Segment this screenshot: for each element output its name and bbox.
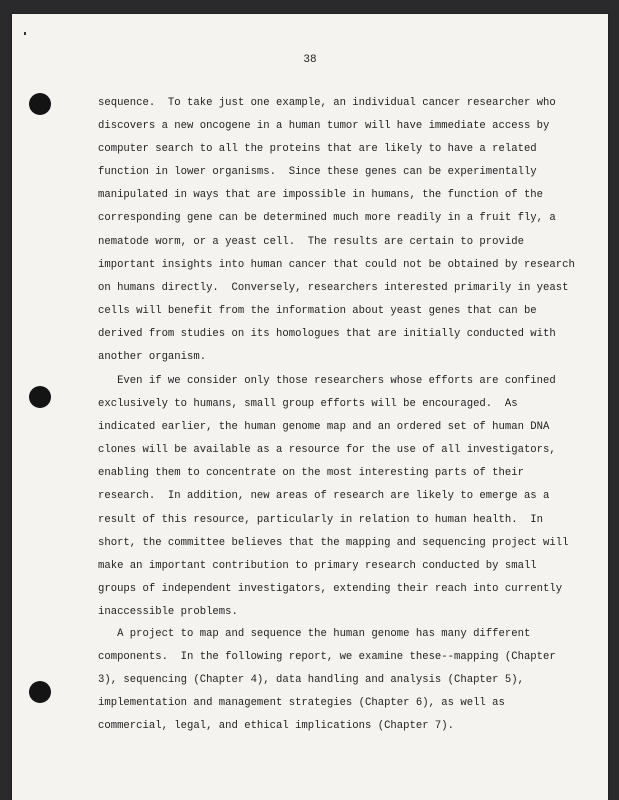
text-line: research. In addition, new areas of research are likely to emerge as a [98, 490, 550, 503]
text-line: 3), sequencing (Chapter 4), data handling and analysis (Chapter 5), [98, 674, 524, 687]
text-line: important insights into human cancer that could not be obtained by research [98, 258, 575, 271]
text-line: function in lower organisms. Since these genes can be experimentally [98, 166, 537, 179]
text-line: A project to map and sequence the human genome has many different [98, 628, 531, 640]
paragraph-1 [98, 92, 575, 369]
text-line: components. In the following report, we examine these--mapping (Chapter [98, 651, 556, 664]
text-line: enabling them to concentrate on the most interesting parts of their [98, 467, 524, 480]
text-line: make an important contribution to primary research conducted by small [98, 559, 537, 572]
text-line: manipulated in ways that are impossible in humans, the function of the [98, 189, 544, 202]
punch-hole-top [29, 93, 51, 115]
text-line: on humans directly. Conversely, researchers interested primarily in yeast [98, 281, 569, 294]
text-line: cells will benefit from the information about yeast genes that can be [98, 304, 537, 317]
text-line: result of this resource, particularly in relation to human health. In [98, 513, 544, 526]
punch-hole-middle [29, 386, 51, 408]
paragraph-3 [98, 623, 556, 738]
punch-hole-bottom [29, 681, 51, 703]
text-line: nematode worm, or a yeast cell. The results are certain to provide [98, 235, 524, 248]
text-line: derived from studies on its homologues that are initially conducted with [98, 327, 556, 340]
text-line: discovers a new oncogene in a human tumor will have immediate access by [98, 120, 550, 133]
text-line: commercial, legal, and ethical implications (Chapter 7). [98, 720, 455, 733]
text-line: sequence. To take just one example, an individual cancer researcher who [98, 97, 556, 109]
speck-mark [24, 32, 26, 35]
text-line: corresponding gene can be determined much more readily in a fruit fly, a [98, 212, 556, 225]
text-line: clones will be available as a resource for the use of all investigators, [98, 444, 556, 457]
text-line: short, the committee believes that the mapping and sequencing project will [98, 536, 569, 549]
text-line: indicated earlier, the human genome map and an ordered set of human DNA [98, 421, 550, 434]
document-page [12, 14, 608, 800]
text-line: exclusively to humans, small group efforts will be encouraged. As [98, 398, 518, 411]
page-number: 38 [303, 54, 317, 66]
paragraph-2 [98, 370, 569, 624]
text-line: inaccessible problems. [98, 605, 238, 618]
text-line: computer search to all the proteins that are likely to have a related [98, 143, 537, 156]
text-line: Even if we consider only those researchers whose efforts are confined [98, 375, 556, 387]
text-line: groups of independent investigators, extending their reach into currently [98, 582, 563, 595]
text-line: implementation and management strategies (Chapter 6), as well as [98, 697, 505, 710]
text-line: another organism. [98, 351, 207, 364]
